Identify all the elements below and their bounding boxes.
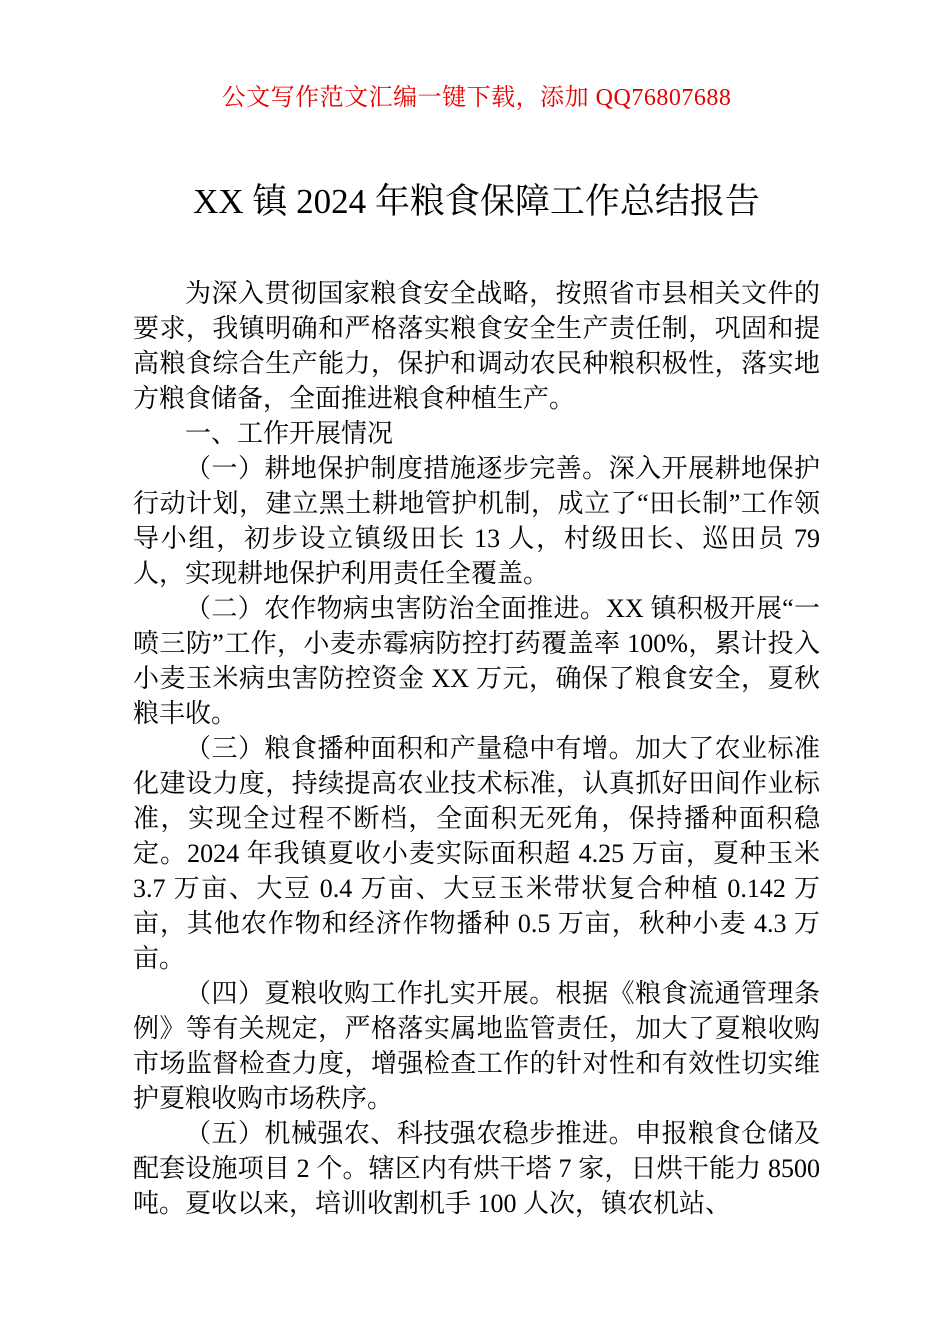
body-paragraph: 为深入贯彻国家粮食安全战略，按照省市县相关文件的要求，我镇明确和严格落实粮食安全生产责任制，巩固和提高粮食综合生产能力，保护和调动农民种粮积极性，落实地方粮食储备，全面推进粮食种植生产。 [133, 279, 820, 413]
document-body [133, 276, 820, 1221]
document-title: XX 镇 2024 年粮食保障工作总结报告 [193, 182, 760, 221]
body-paragraph: （一）耕地保护制度措施逐步完善。深入开展耕地保护行动计划，建立黑土耕地管护机制，成立了“田长制”工作领导小组，初步设立镇级田长 13 人，村级田长、巡田员 79 人，实现耕地保护利用责任全覆盖。 [133, 454, 820, 588]
body-paragraph: （四）夏粮收购工作扎实开展。根据《粮食流通管理条例》等有关规定，严格落实属地监管责任，加大了夏粮收购市场监督检查力度，增强检查工作的针对性和有效性切实维护夏粮收购市场秩序。 [133, 979, 820, 1113]
body-paragraph: 一、工作开展情况 [185, 419, 394, 448]
body-paragraph: （五）机械强农、科技强农稳步推进。申报粮食仓储及配套设施项目 2 个。辖区内有烘干塔 7 家，日烘干能力 8500 吨。夏收以来，培训收割机手 100 人次，镇农机站、 [133, 1119, 820, 1218]
header-notice: 公文写作范文汇编一键下载，添加 QQ76807688 [221, 85, 732, 111]
body-paragraph: （二）农作物病虫害防治全面推进。XX 镇积极开展“一喷三防”工作，小麦赤霉病防控打药覆盖率 100%，累计投入小麦玉米病虫害防控资金 XX 万元，确保了粮食安全，夏秋粮丰收。 [133, 594, 820, 728]
body-paragraph: （三）粮食播种面积和产量稳中有增。加大了农业标准化建设力度，持续提高农业技术标准，认真抓好田间作业标准，实现全过程不断档，全面积无死角，保持播种面积稳定。2024 年我镇夏收小麦实际面积超 4.25 万亩，夏种玉米 3.7 万亩、大豆 0.4 万亩、大豆玉米带状复合种植 0.142 万亩，其他农作物和经济作物播种 0.5 万亩，秋种小麦 4.3 万亩。 [133, 734, 820, 973]
